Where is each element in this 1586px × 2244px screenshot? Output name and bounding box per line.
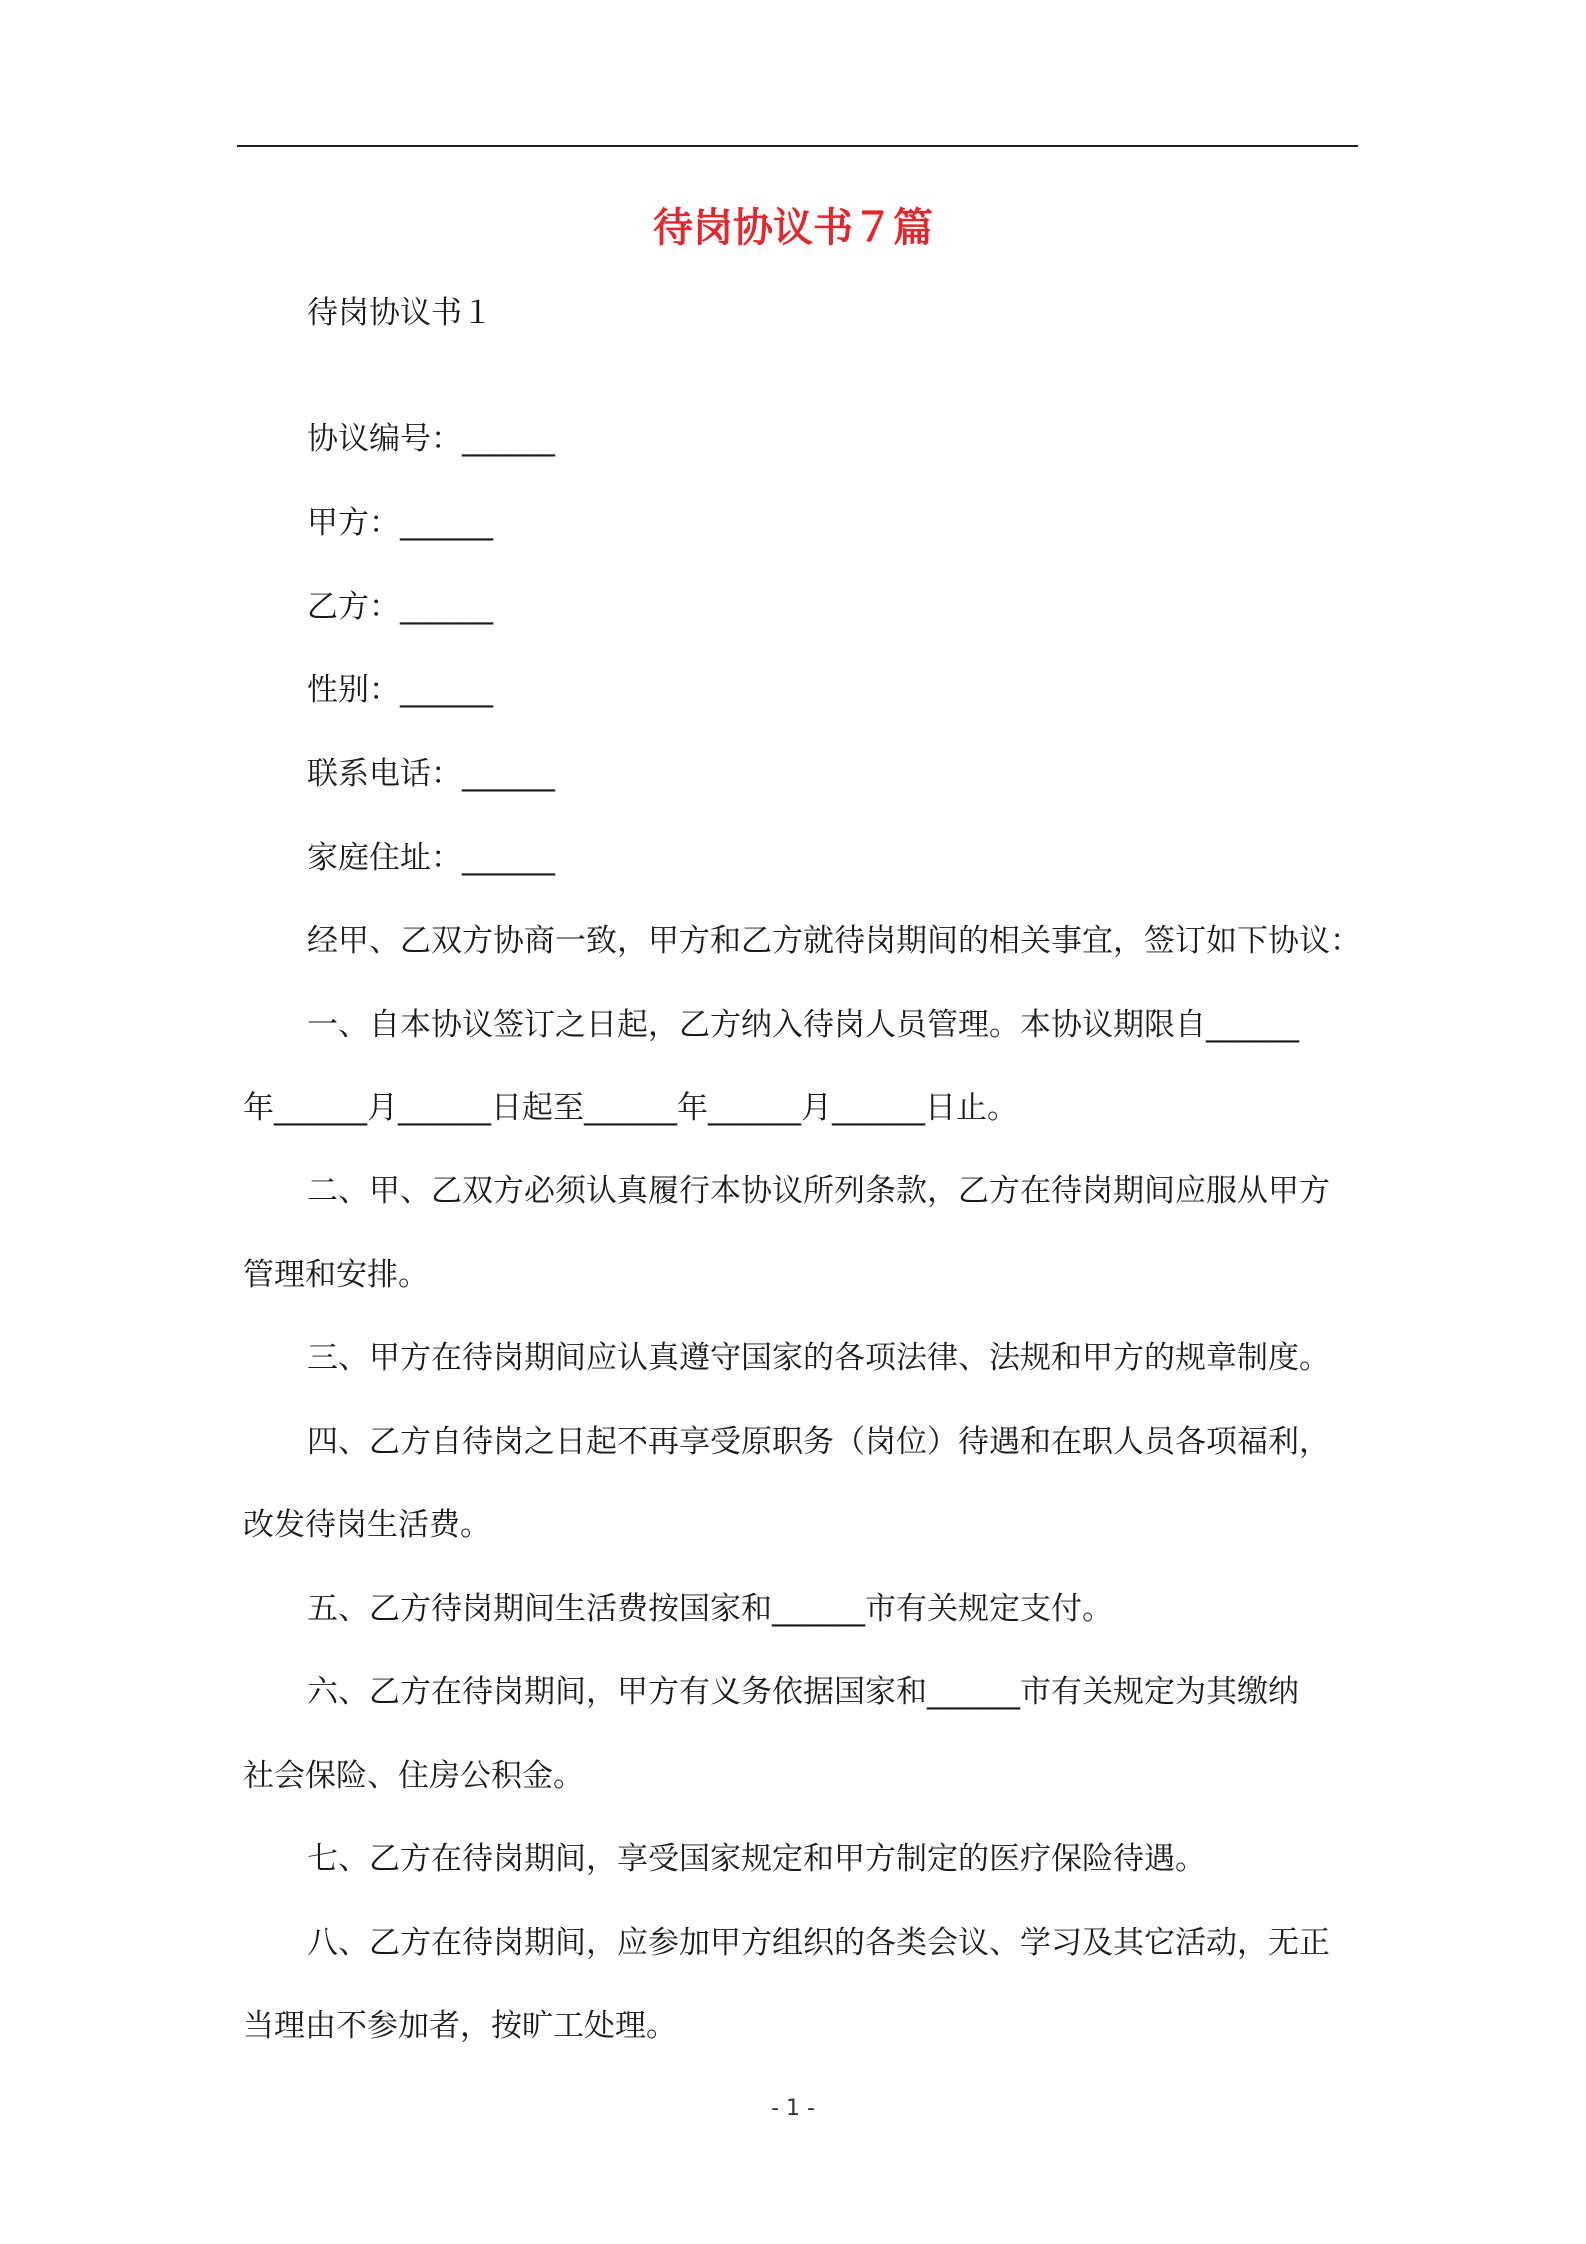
clause-5-line-1: 五、乙方待岗期间生活费按国家和______市有关规定支付。 [307,1591,1113,1627]
field-address: 家庭住址：______ [307,840,555,876]
clause-4-line-1: 四、乙方自待岗之日起不再享受原职务（岗位）待遇和在职人员各项福利， [307,1424,1330,1460]
clause-2-line-1: 二、甲、乙双方必须认真履行本协议所列条款，乙方在待岗期间应服从甲方 [307,1173,1330,1209]
clause-8-line-1: 八、乙方在待岗期间，应参加甲方组织的各类会议、学习及其它活动，无正 [307,1925,1330,1961]
clause-8-line-2: 当理由不参加者，按旷工处理。 [243,2008,677,2044]
clause-7-line-1: 七、乙方在待岗期间，享受国家规定和甲方制定的医疗保险待遇。 [307,1841,1206,1877]
clause-6-line-1: 六、乙方在待岗期间，甲方有义务依据国家和______市有关规定为其缴纳 [307,1674,1299,1710]
intro-paragraph: 经甲、乙双方协商一致，甲方和乙方就待岗期间的相关事宜，签订如下协议： [307,923,1361,959]
clause-3-line-1: 三、甲方在待岗期间应认真遵守国家的各项法律、法规和甲方的规章制度。 [307,1340,1330,1376]
field-party-a: 甲方：______ [307,505,493,541]
field-phone: 联系电话：______ [307,756,555,792]
clause-6-line-2: 社会保险、住房公积金。 [243,1758,584,1794]
page-number: - 1 - [771,2096,815,2121]
field-agreement-number: 协议编号：______ [307,421,555,457]
field-gender: 性别：______ [307,672,493,708]
clause-2-line-2: 管理和安排。 [243,1257,429,1293]
document-title: 待岗协议书７篇 [653,205,933,251]
section-heading: 待岗协议书１ [307,295,493,331]
field-party-b: 乙方：______ [307,589,493,625]
header-rule [237,145,1358,147]
clause-1-line-2: 年______月______日起至______年______月______日止。 [243,1090,1018,1126]
clause-4-line-2: 改发待岗生活费。 [243,1507,491,1543]
clause-1-line-1: 一、自本协议签订之日起，乙方纳入待岗人员管理。本协议期限自______ [307,1007,1299,1043]
